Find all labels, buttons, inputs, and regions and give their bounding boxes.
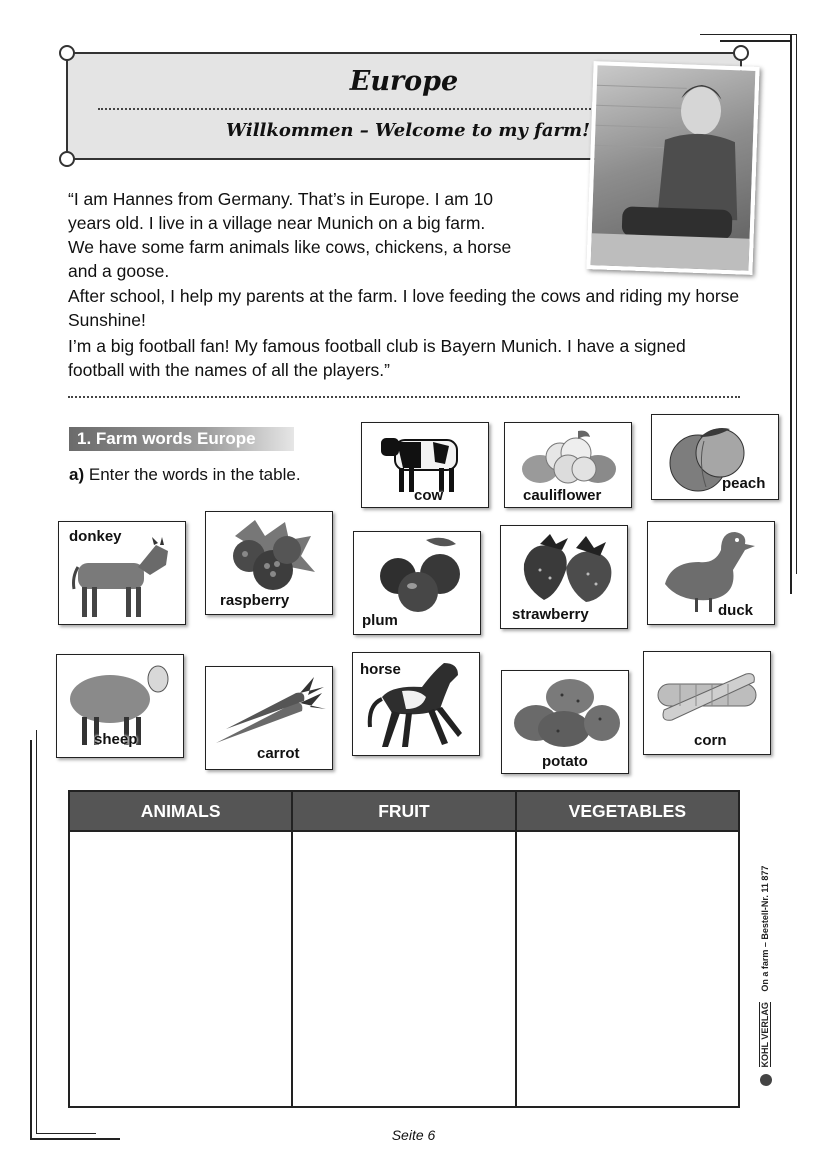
frame-line <box>720 40 792 42</box>
dotted-divider <box>98 108 623 110</box>
product-info: On a farm – Bestell-Nr. 11 877 <box>760 865 771 992</box>
card-label: donkey <box>69 528 122 545</box>
card-strawberry <box>500 525 628 629</box>
publisher-name: KOHL VERLAG <box>760 1002 771 1068</box>
header-vegetables: VEGETABLES <box>516 791 739 831</box>
strawberry-icon <box>509 530 621 606</box>
side-credit <box>760 836 774 1086</box>
intro-line: and a goose. <box>68 261 170 281</box>
page-title: Europe <box>349 66 459 97</box>
card-sheep <box>56 654 184 758</box>
frame-line <box>30 740 32 1140</box>
cauliflower-icon <box>513 427 623 493</box>
banner-notch <box>733 45 749 61</box>
card-carrot <box>205 666 333 770</box>
intro-line: “I am Hannes from Germany. That’s in Europe. I am 10 <box>68 189 494 209</box>
card-label: plum <box>362 612 398 629</box>
instruction-text: Enter the words in the table. <box>88 465 301 484</box>
carrot-icon <box>210 673 328 749</box>
boy-illustration <box>591 65 756 270</box>
card-raspberry <box>205 511 333 615</box>
intro-line: years old. I live in a village near Munich on a big farm. <box>68 213 486 233</box>
card-label: horse <box>360 661 401 678</box>
frame-line <box>790 34 792 594</box>
exercise-instruction <box>69 465 301 485</box>
corn-icon <box>650 656 764 730</box>
card-label: cauliflower <box>523 487 602 504</box>
category-table <box>68 790 740 1108</box>
header-fruit: FRUIT <box>292 791 515 831</box>
card-donkey <box>58 521 186 625</box>
card-label: peach <box>722 475 766 492</box>
card-cauliflower <box>504 422 632 508</box>
header-animals: ANIMALS <box>69 791 292 831</box>
dotted-divider <box>68 396 740 398</box>
banner-notch <box>59 45 75 61</box>
vegetables-answer-cell[interactable] <box>516 831 739 1107</box>
animals-answer-cell[interactable] <box>69 831 292 1107</box>
card-label: corn <box>694 732 727 749</box>
intro-paragraph-1 <box>68 187 568 283</box>
intro-line: We have some farm animals like cows, chickens, a horse <box>68 237 512 257</box>
frame-line <box>796 34 797 574</box>
exercise-title: 1. Farm words Europe <box>69 427 294 451</box>
card-label: raspberry <box>220 592 290 609</box>
card-label: strawberry <box>512 606 589 623</box>
potato-icon <box>508 675 622 751</box>
page-number: Seite 6 <box>391 1127 436 1143</box>
card-label: cow <box>414 487 444 504</box>
intro-paragraph-2: After school, I help my parents at the farm. I love feeding the cows and riding my horse Sunshine! <box>68 286 740 330</box>
frame-line <box>36 730 37 1134</box>
card-label: potato <box>542 753 588 770</box>
card-label: carrot <box>257 745 300 762</box>
card-label: sheep <box>94 731 138 748</box>
intro-paragraph-3: I’m a big football fan! My famous football club is Bayern Munich. I have a signed football with the names of all the players.” <box>68 336 686 380</box>
card-duck <box>647 521 775 625</box>
page-subtitle: Willkommen – Welcome to my farm! <box>225 120 590 141</box>
card-corn <box>643 651 771 755</box>
card-label: duck <box>718 602 754 619</box>
card-plum <box>353 531 481 635</box>
card-peach <box>651 414 779 500</box>
boy-photo <box>586 61 759 275</box>
donkey-icon <box>67 536 179 622</box>
publisher-logo <box>760 1074 772 1086</box>
frame-line <box>700 34 797 35</box>
card-potato <box>501 670 629 774</box>
instruction-prefix: a) <box>69 465 85 484</box>
raspberry-icon <box>214 516 326 596</box>
card-horse <box>352 652 480 756</box>
card-cow <box>361 422 489 508</box>
banner-notch <box>59 151 75 167</box>
plum-icon <box>364 534 474 614</box>
fruit-answer-cell[interactable] <box>292 831 515 1107</box>
